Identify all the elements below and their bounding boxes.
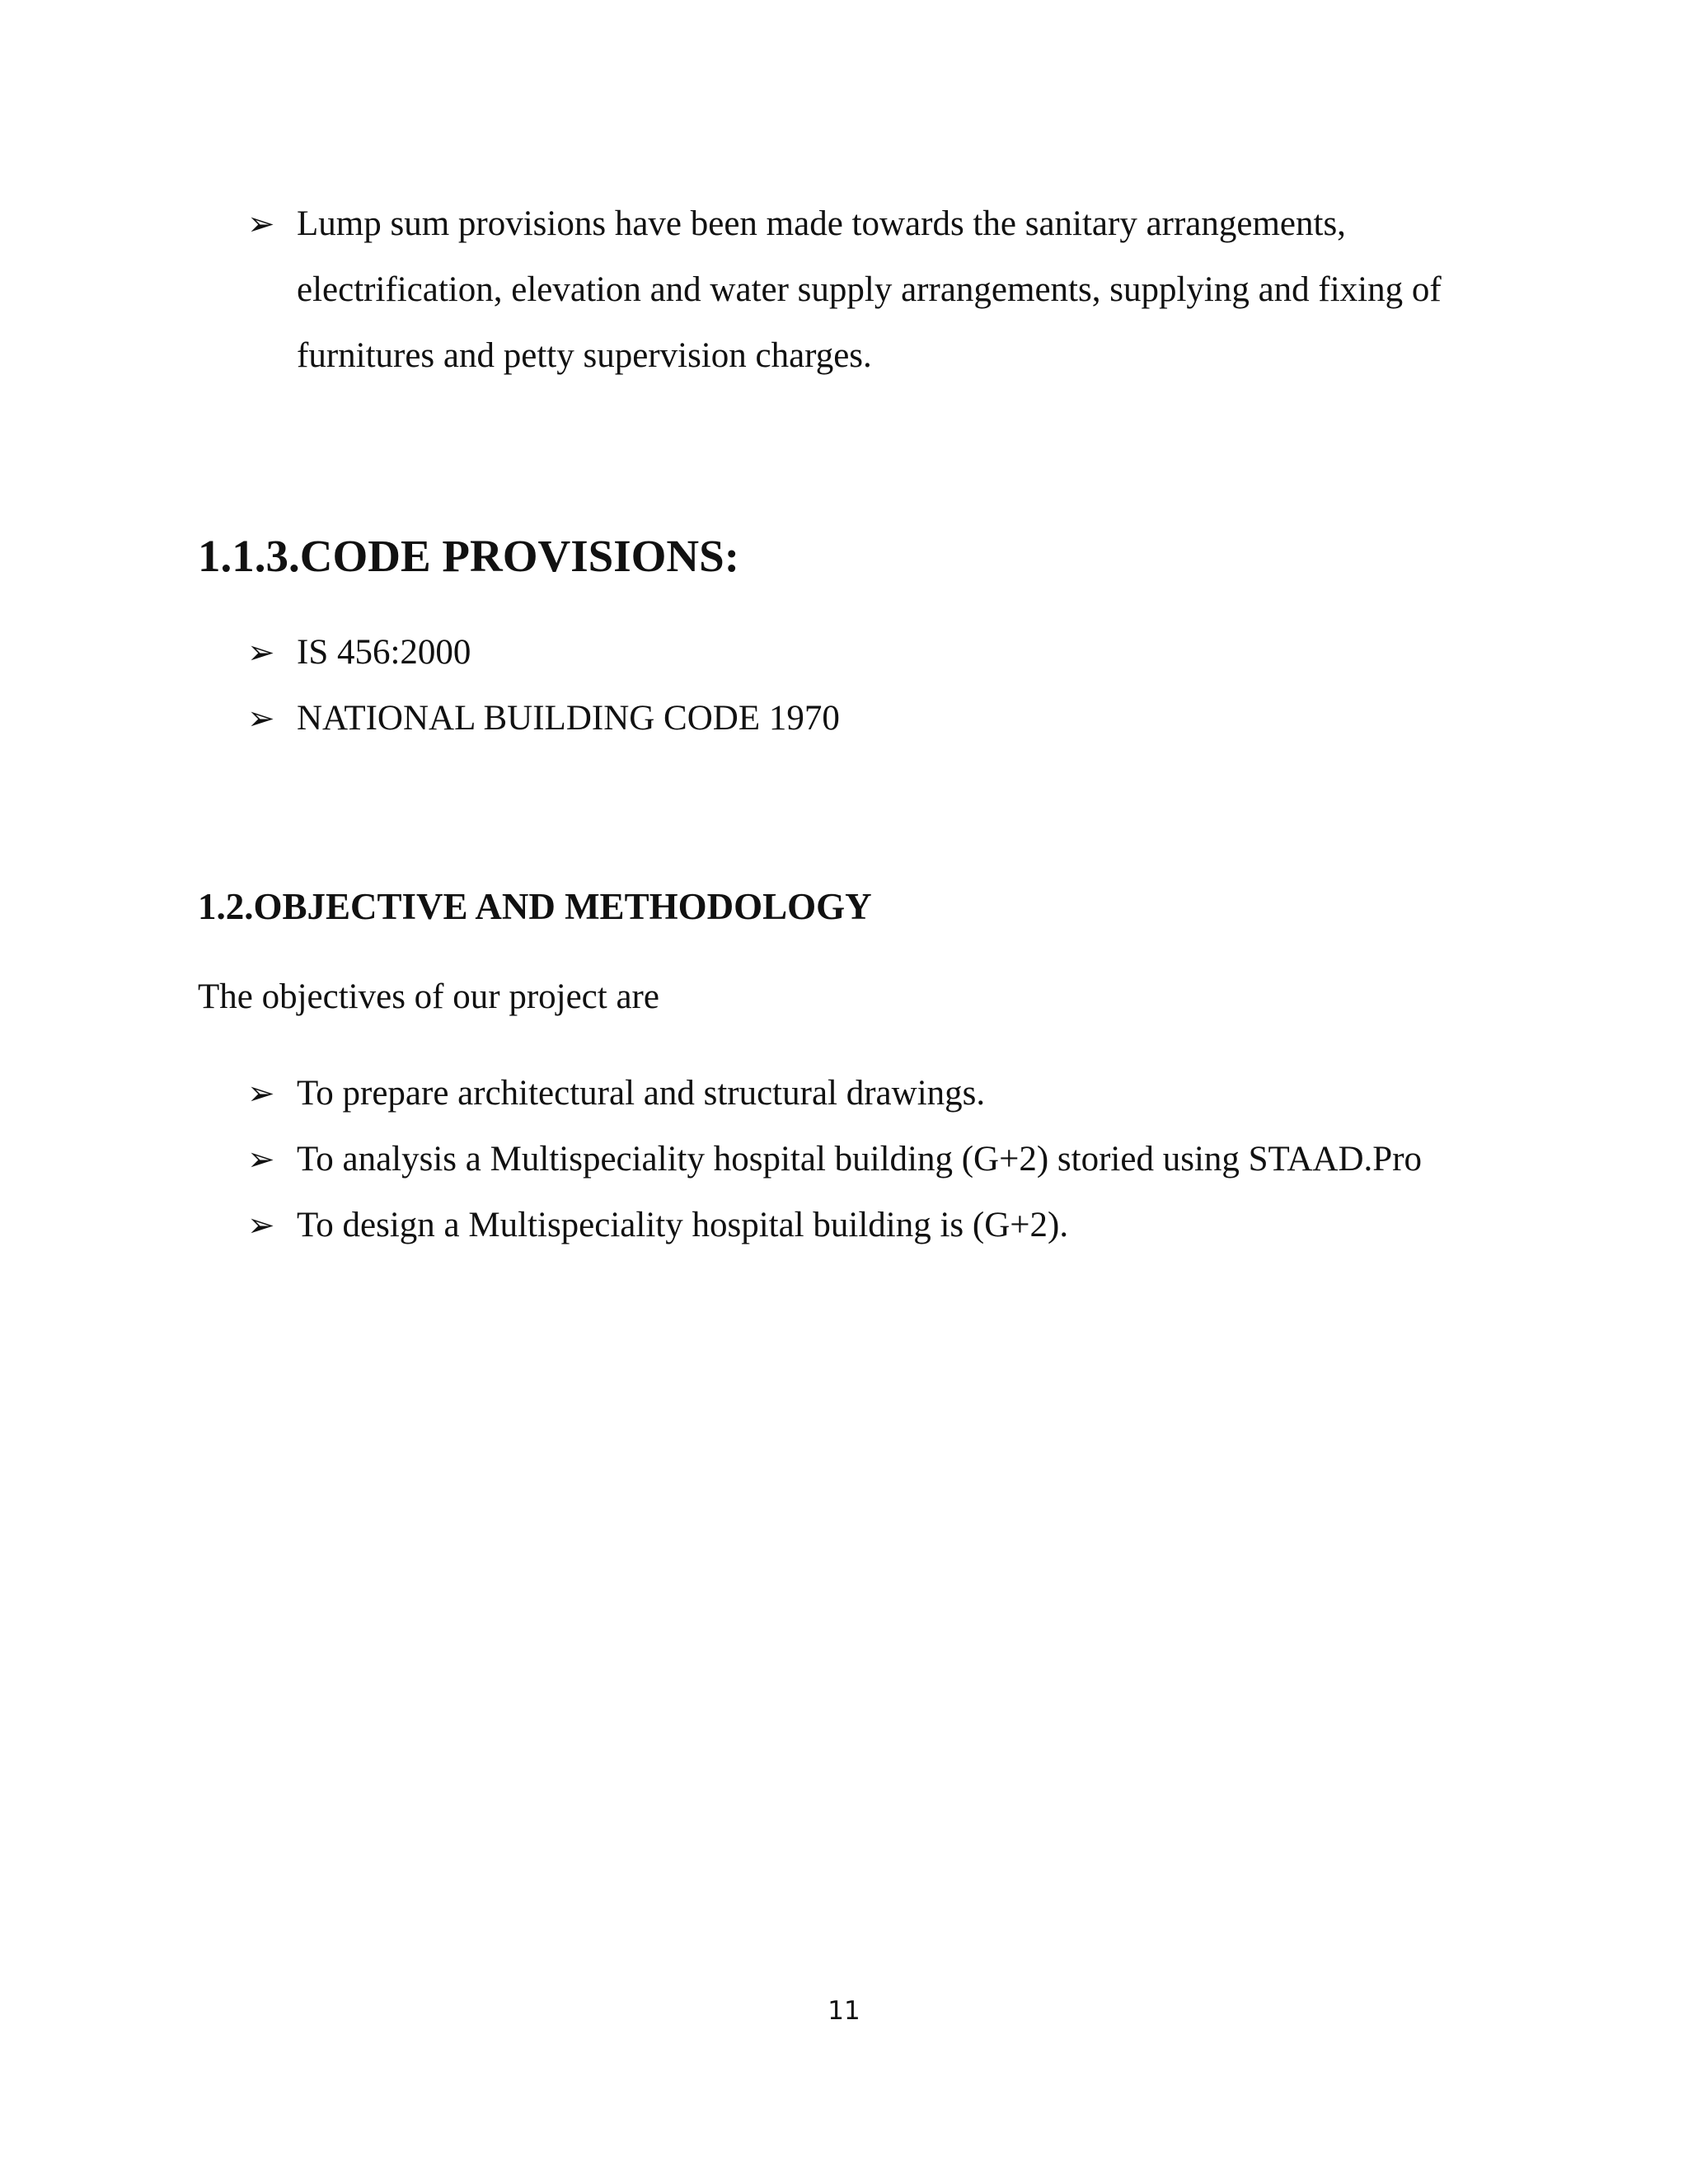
objectives-intro: The objectives of our project are (198, 977, 659, 1016)
page-number: 11 (828, 1996, 860, 2026)
list-item (247, 1127, 1484, 1193)
list-item-text: NATIONAL BUILDING CODE 1970 (297, 699, 840, 738)
list-item-text: To analysis a Multispeciality hospital building (G+2) storied using STAAD.Pro (297, 1140, 1423, 1179)
list-item-text: Lump sum provisions have been made towards the sanitary arrangements, electrification, elevation and water supply arrangements, supplying and fixing of furnitures and petty supervision charges. (297, 204, 1442, 375)
section-heading-objective: 1.2.OBJECTIVE AND METHODOLOGY (198, 886, 872, 927)
list-item (247, 191, 1484, 389)
objectives-list (247, 1061, 1484, 1258)
section-heading-code-provisions: 1.1.3.CODE PROVISIONS: (198, 531, 740, 581)
list-item-text: IS 456:2000 (297, 633, 471, 672)
list-item-text: To design a Multispeciality hospital building is (G+2). (297, 1206, 1069, 1244)
list-item-text: To prepare architectural and structural drawings. (297, 1074, 986, 1113)
list-item (247, 1193, 1484, 1258)
arrow-bullet-icon: ➢ (247, 1141, 275, 1179)
arrow-bullet-icon: ➢ (247, 700, 275, 738)
arrow-bullet-icon: ➢ (247, 634, 275, 672)
arrow-bullet-icon: ➢ (247, 205, 275, 243)
arrow-bullet-icon: ➢ (247, 1207, 275, 1244)
list-item (247, 620, 1484, 686)
list-item (247, 1061, 1484, 1127)
provisions-list (247, 191, 1484, 389)
list-item (247, 686, 1484, 752)
code-provisions-list (247, 620, 1484, 752)
arrow-bullet-icon: ➢ (247, 1075, 275, 1113)
